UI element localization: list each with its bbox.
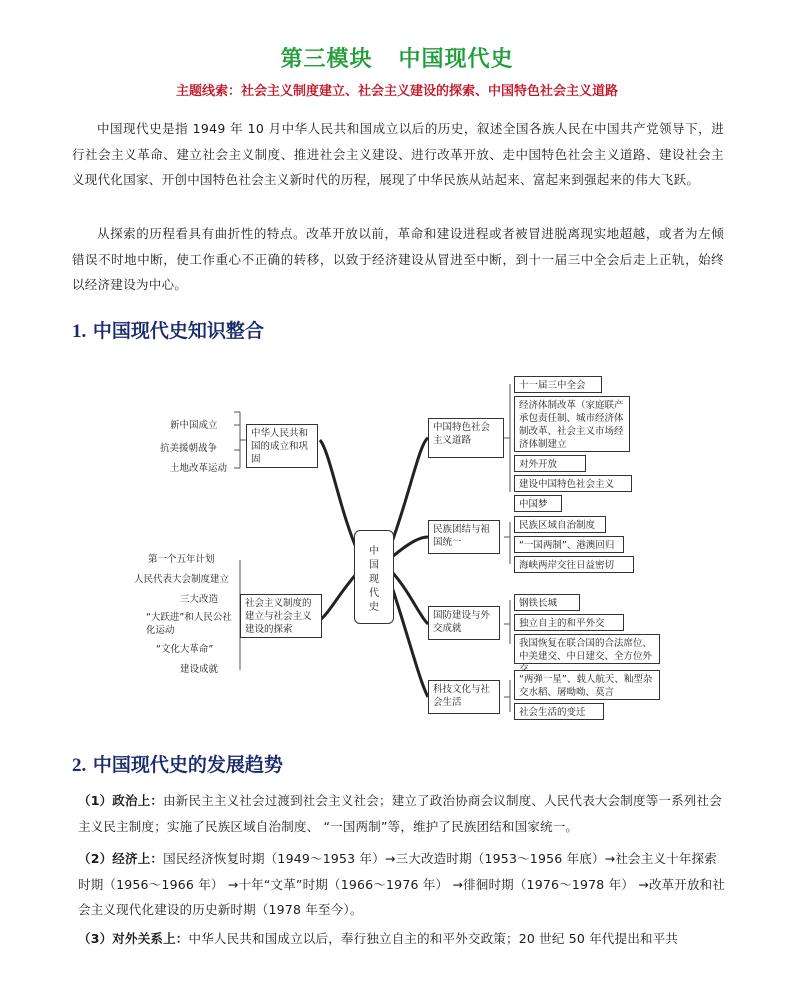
branch-socialist-system: 社会主义制度的建立与社会主义建设的探索 [240, 594, 322, 638]
leaf-opening-up: 对外开放 [514, 455, 586, 472]
leaf-prc-founded: 新中国成立 [170, 420, 218, 431]
branch-socialism-chinese-characteristics: 中国特色社会主义道路 [428, 418, 504, 458]
mind-map-diagram [134, 362, 660, 722]
leaf-economic-reform: 经济体制改革（家庭联产承包责任制、城市经济体制改革、社会主义市场经济体制建立 [514, 396, 630, 452]
section-heading-trends: 2. 中国现代史的发展趋势 [72, 754, 283, 776]
leaf-one-country-two-systems: “一国两制”、港澳回归 [514, 536, 624, 553]
section-heading-knowledge: 1. 中国现代史知识整合 [72, 320, 264, 342]
leaf-china-dream: 中国梦 [514, 495, 562, 512]
leaf-cultural-revolution: “文化大革命” [156, 644, 214, 655]
trend-politics: （1）政治上：由新民主主义社会过渡到社会主义社会；建立了政治协商会议制度、人民代表大会制度等一系列社会主义民主制度；实施了民族区域自治制度、 “一国两制”等，维护了民族团结和国家统一。 [78, 793, 722, 834]
leaf-two-bombs-one-satellite: “两弹一星”、载人航天、籼型杂交水稻、屠呦呦、莫言 [514, 670, 660, 700]
intro-paragraph-1: 中国现代史是指 1949 年 10 月中华人民共和国成立以后的历史，叙述全国各族人民在中国共产党领导下，进行社会主义革命、建立社会主义制度、推进社会主义建设、进行改革开放、走中国特色社会主义道路、建设社会主义现代化国家、开创中国特色社会主义新时代的历程，展现了中华民族从站起来、富起来到强起来的伟大飞跃。 [72, 121, 724, 187]
leaf-independent-diplomacy: 独立自主的和平外交 [514, 614, 624, 631]
leaf-cross-strait: 海峡两岸交往日益密切 [514, 556, 634, 573]
trend-foreign-relations: （3）对外关系上：中华人民共和国成立以后，奉行独立自主的和平外交政策；20 世纪 50 年代提出和平共 [78, 931, 679, 946]
intro-paragraph-2: 从探索的历程看具有曲折性的特点。改革开放以前，革命和建设进程或者被冒进脱离现实地超越，或者为左倾错误不时地中断，使工作重心不正确的转移，以致于经济建设从冒进至中断，到十一届三中全会后走上正轨，始终以经济建设为中心。 [72, 226, 724, 292]
connector-right1 [392, 438, 428, 542]
leaf-npc-system: 人民代表大会制度建立 [134, 574, 230, 585]
connector-right4 [392, 587, 428, 697]
connector-left2 [320, 572, 358, 620]
connector-left1 [320, 440, 358, 552]
leaf-achievements: 建设成就 [180, 664, 219, 675]
leaf-great-wall-of-steel: 钢铁长城 [514, 594, 580, 611]
connector-right2 [392, 537, 428, 557]
leaf-un-seat: 我国恢复在联合国的合法席位、中美建交、中日建交、全方位外 [514, 634, 660, 664]
branch-science-culture: 科技文化与社会生活 [428, 680, 500, 714]
connector-right3 [392, 572, 428, 624]
leaf-build-socialism: 建设中国特色社会主义 [514, 475, 632, 492]
leaf-korean-war: 抗美援朝战争 [160, 443, 218, 454]
leaf-ethnic-autonomy: 民族区域自治制度 [514, 516, 606, 533]
leaf-third-plenum: 十一届三中全会 [514, 376, 602, 393]
branch-ethnic-unity: 民族团结与祖国统一 [428, 520, 500, 554]
leaf-land-reform: 土地改革运动 [170, 463, 228, 474]
page-title: 第三模块 中国现代史 [280, 47, 514, 72]
mind-map-center: 中国现代史 [354, 530, 394, 624]
branch-defense-diplomacy: 国防建设与外交成就 [428, 606, 500, 640]
leaf-five-year-plan: 第一个五年计划 [148, 554, 215, 565]
branch-prc-founding: 中华人民共和国的成立和巩固 [246, 424, 318, 468]
leaf-social-life: 社会生活的变迁 [514, 703, 604, 720]
page-subtitle: 主题线索：社会主义制度建立、社会主义建设的探索、中国特色社会主义道路 [175, 84, 618, 99]
trend-economy: （2）经济上：国民经济恢复时期（1949～1953 年）→三大改造时期（1953～1956 年底）→社会主义十年探索时期（1956～1966 年） →十年“文革”时期（1966～1976 年） →徘徊时期（1976～1978 年） →改革开放和社会主义现代化建设的历史新时期（1978 年至今）。 [78, 851, 726, 917]
leaf-three-transformations: 三大改造 [180, 594, 219, 605]
leaf-great-leap: “大跃进”和人民公社化运动 [146, 612, 232, 636]
